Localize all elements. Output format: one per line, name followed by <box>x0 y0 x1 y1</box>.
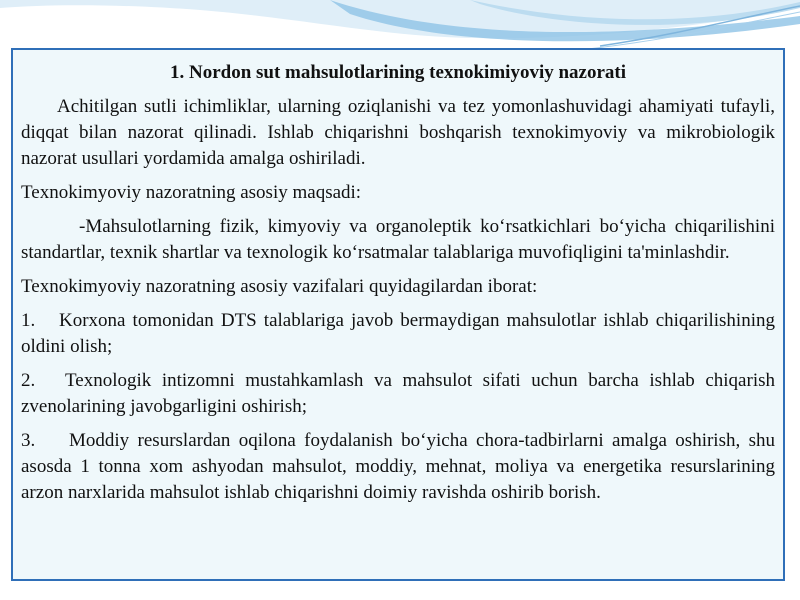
list-item-number: 2. <box>21 370 36 391</box>
goal-heading: Texnokimyoviy nazoratning asosiy maqsadi: <box>21 182 362 203</box>
tasks-heading: Texnokimyoviy nazoratning asosiy vazifalari quyidagilardan iborat: <box>21 276 538 297</box>
list-item <box>21 428 775 506</box>
content-panel <box>11 48 785 581</box>
list-item <box>21 308 775 360</box>
intro-paragraph: Achitilgan sutli ichimliklar, ularning oziqlanishi va tez yomonlashuvidagi ahamiyati tufayli, diqqat bilan nazorat qilinadi. Ishlab chiqarishni boshqarish texnokimyoviy va mikrobiologik nazorat usullari yordamida amalga oshiriladi. <box>21 96 775 169</box>
list-item-text: Korxona tomonidan DTS talablariga javob bermaydigan mahsulotlar ishlab chiqarilishining oldini olish; <box>21 310 775 357</box>
section-title: 1. Nordon sut mahsulotlarining texnokimiyoviy nazorati <box>169 62 627 83</box>
list-item-text: Moddiy resurslardan oqilona foydalanish bo‘yicha chora-tadbirlarni amalga oshirish, shu asosda 1 tonna xom ashyodan mahsulot, moddiy, mehnat, moliya va energetika resurslarining arzon narxlarida mahsulot ishlab chiqarishni doimiy ravishda oshirib borish. <box>21 430 775 503</box>
list-item-number: 1. <box>21 310 36 331</box>
list-item-number: 3. <box>21 430 36 451</box>
list-item-text: Texnologik intizomni mustahkamlash va mahsulot sifati uchun barcha ishlab chiqarish zvenolarining javobgarligini oshirish; <box>21 370 775 417</box>
goal-paragraph: -Mahsulotlarning fizik, kimyoviy va organoleptik ko‘rsatkichlari bo‘yicha chiqarilishini standartlar, texnik shartlar va texnologik ko‘rsatmalar talablariga muvofiqligini ta'minlashdir. <box>21 216 775 263</box>
list-item <box>21 368 775 420</box>
